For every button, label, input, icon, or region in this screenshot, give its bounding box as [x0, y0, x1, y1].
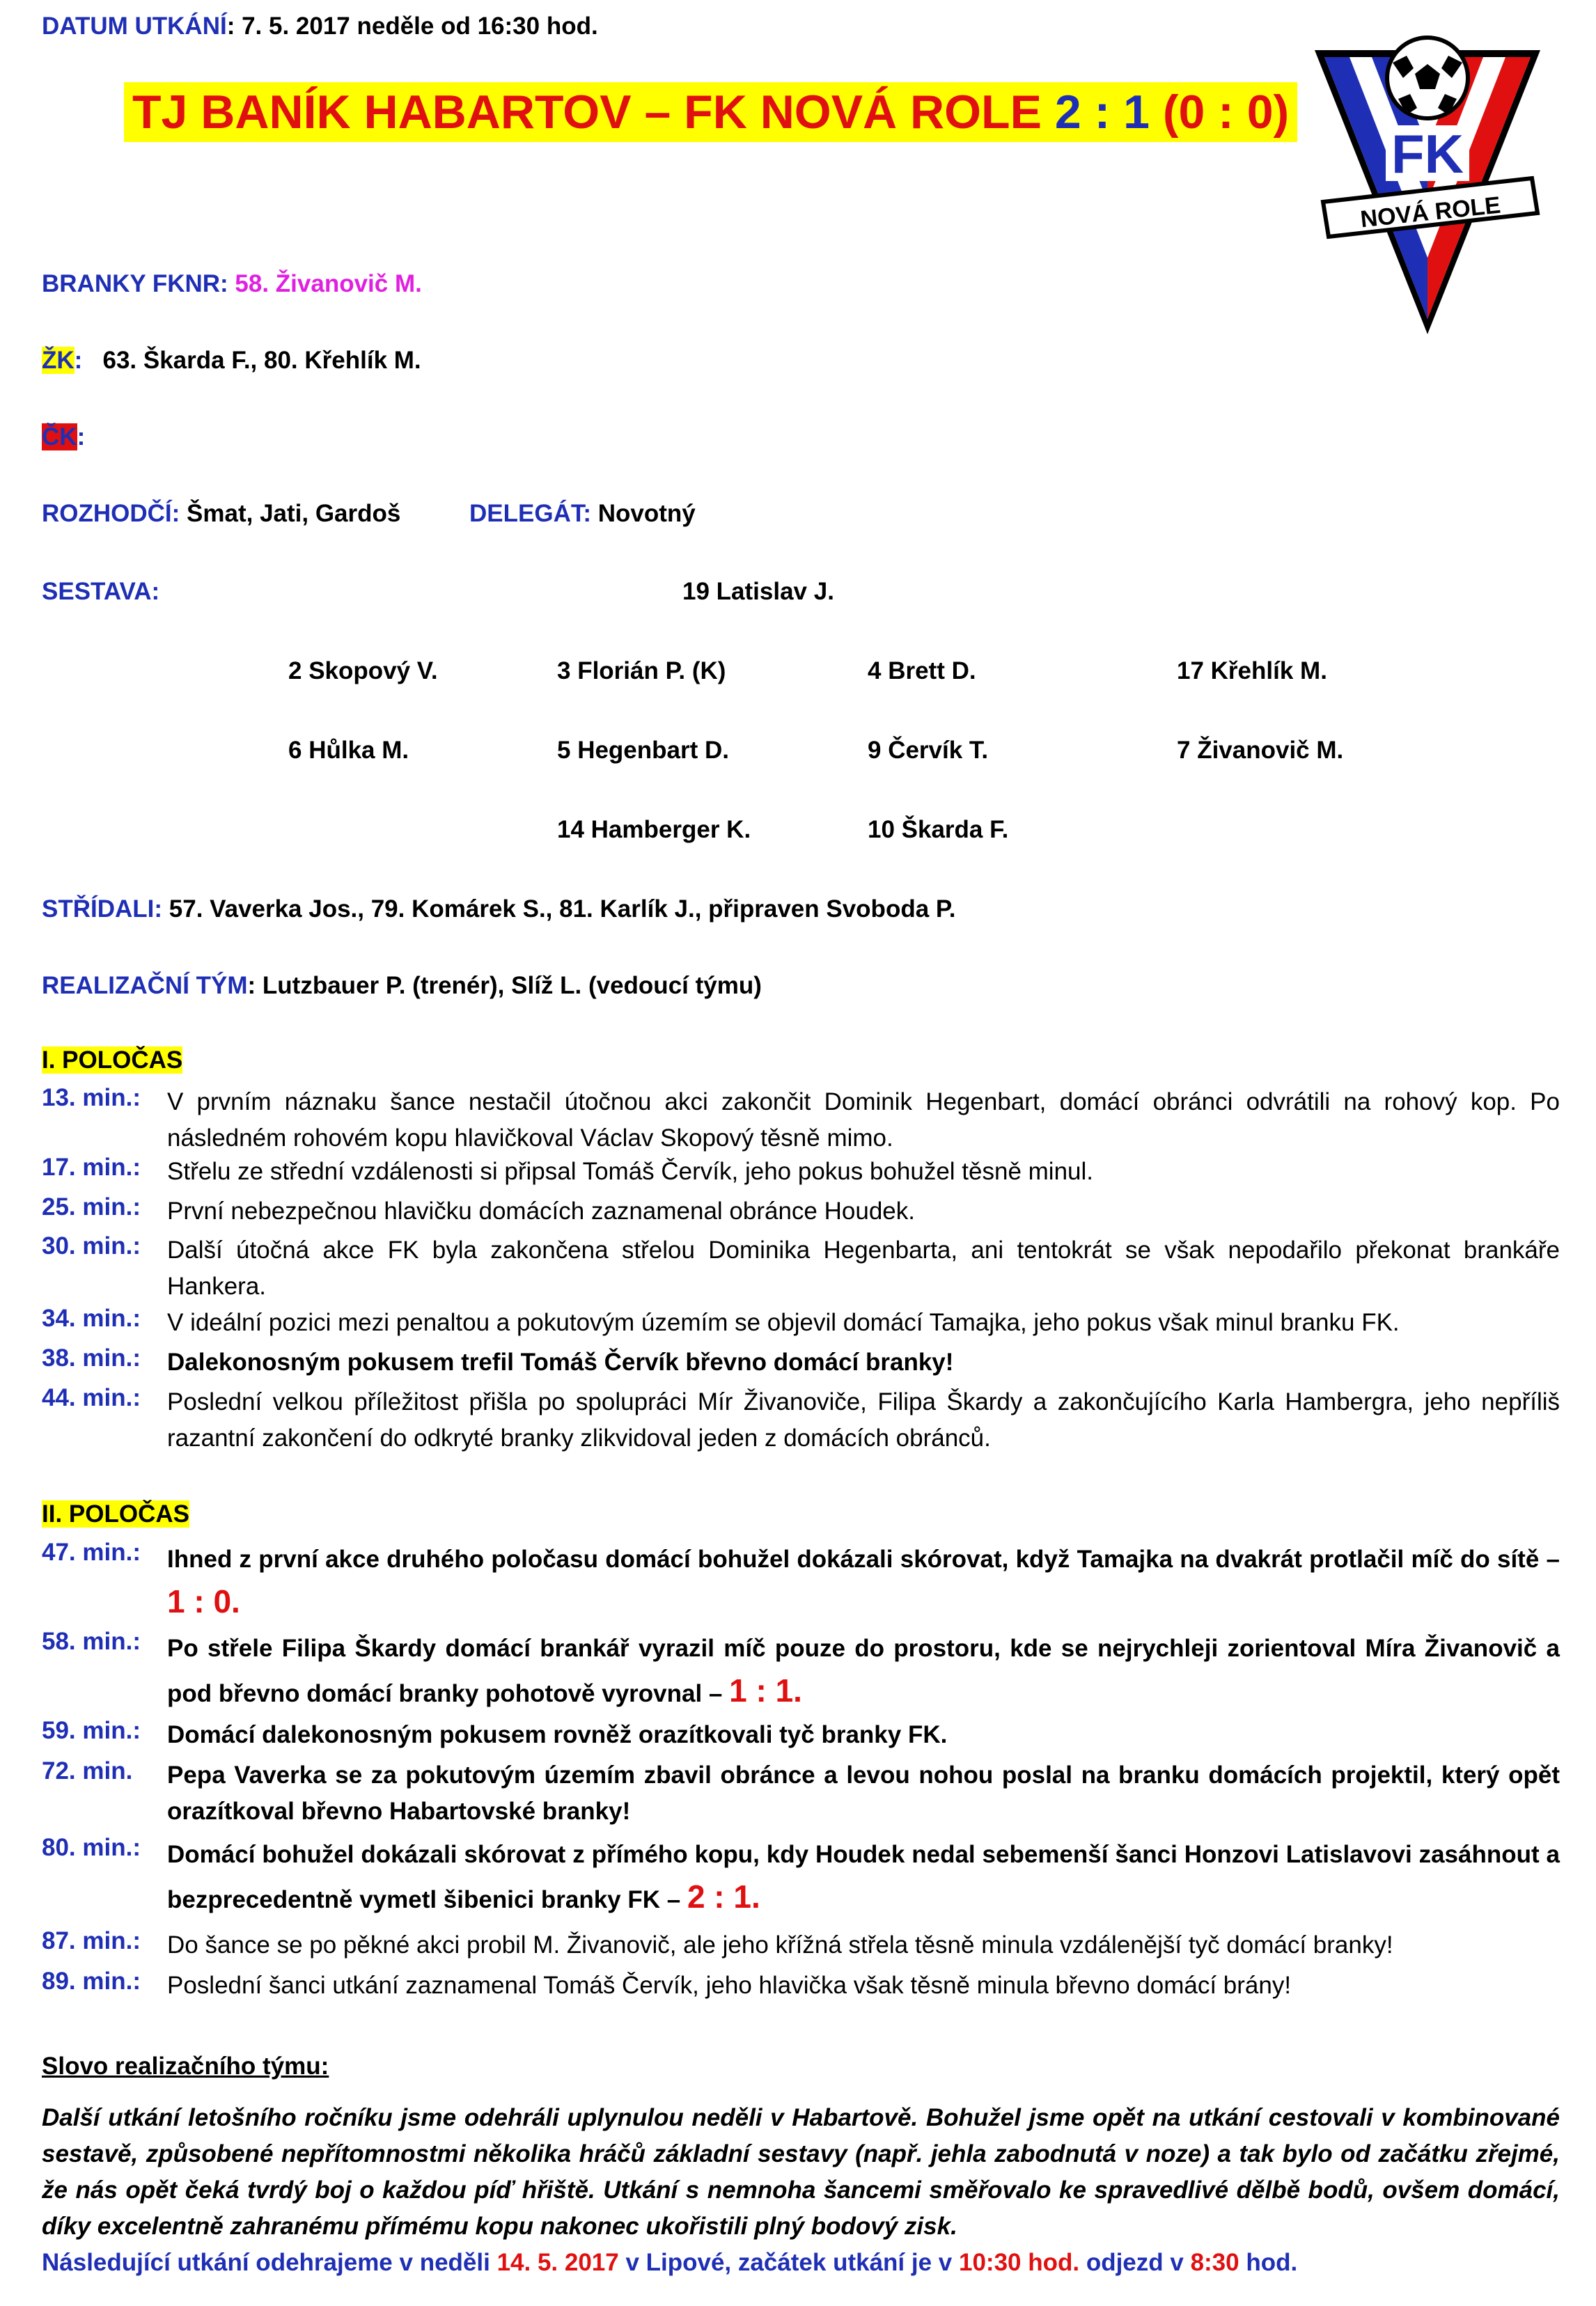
event-minute: 80. min.: — [42, 1834, 141, 1861]
match-title — [124, 82, 1297, 142]
next-match-text: Následující utkání odehrajeme v neděli — [42, 2249, 497, 2276]
next-match-text: v Lipové, začátek utkání je v — [618, 2249, 959, 2276]
event-minute: 47. min.: — [42, 1539, 141, 1566]
substitutes-value: 57. Vaverka Jos., 79. Komárek S., 81. Karlík J., připraven Svoboda P. — [162, 895, 956, 923]
red-card-label: ČK — [42, 423, 77, 450]
lineup-player: 17 Křehlík M. — [1177, 657, 1327, 684]
event-text: V prvním náznaku šance nestačil útočnou akci zakončit Dominik Hegenbart, domácí obránci odvrátili na rohový kop. Po následném rohovém kopu hlavičkoval Václav Skopový těsně mimo. — [167, 1088, 1560, 1152]
substitutes-label: STŘÍDALI: — [42, 895, 163, 923]
event-minute: 25. min.: — [42, 1193, 141, 1221]
event-minute: 72. min. — [42, 1757, 133, 1785]
date-value: : 7. 5. 2017 neděle od 16:30 hod. — [226, 13, 598, 40]
event-text: Do šance se po pěkné akci probil M. Živanovič, ale jeho křížná střela těsně minula vzdálenější tyč domácí branky! — [167, 1931, 1393, 1959]
event-text — [167, 1539, 1560, 1626]
yellow-card-label: ŽK — [42, 347, 75, 374]
next-match-departure: 8:30 — [1190, 2249, 1239, 2276]
event-text: Dalekonosným pokusem trefil Tomáš Červík břevno domácí branky! — [167, 1349, 954, 1376]
lineup-player: 9 Červík T. — [868, 737, 989, 764]
lineup-player: 14 Hamberger K. — [557, 816, 751, 843]
event-text: V ideální pozici mezi penaltou a pokutovým územím se objevil domácí Tamajka, jeho pokus však minul branku FK. — [167, 1309, 1400, 1336]
goals-label: BRANKY FKNR — [42, 270, 221, 297]
event-text: První nebezpečnou hlavičku domácích zaznamenal obránce Houdek. — [167, 1198, 915, 1225]
event-text-body: Ihned z první akce druhého poločasu domácí bohužel dokázali skórovat, když Tamajka na dvakrát protlačil míč do sítě – — [167, 1546, 1560, 1573]
event-text — [167, 1628, 1560, 1715]
event-minute: 17. min.: — [42, 1154, 141, 1181]
lineup-player: 3 Florián P. (K) — [557, 657, 726, 684]
event-minute: 30. min.: — [42, 1232, 141, 1260]
event-text-body: Domácí bohužel dokázali skórovat z přímého kopu, kdy Houdek nedal sebemenší šanci Honzovi Latislavovi zasáhnout a bezprecedentně vymetl šibenici branky FK – — [167, 1841, 1560, 1913]
lineup-player: 10 Škarda F. — [868, 816, 1009, 843]
score-separator: : — [1081, 86, 1124, 139]
date-label: DATUM UTKÁNÍ — [42, 13, 227, 40]
event-score: 1 : 0. — [167, 1583, 240, 1619]
event-text: Poslední šanci utkání zaznamenal Tomáš Červík, jeho hlavička však těsně minula břevno domácí brány! — [167, 1972, 1292, 1999]
next-match-line — [42, 2249, 1297, 2277]
event-score: 2 : 1. — [687, 1878, 760, 1915]
event-minute: 34. min.: — [42, 1305, 141, 1332]
next-match-date: 14. 5. 2017 — [496, 2249, 619, 2276]
half2-title — [42, 1500, 189, 1528]
delegate-label: DELEGÁT: — [469, 500, 591, 527]
referees-label: ROZHODČÍ: — [42, 500, 180, 527]
event-minute: 59. min.: — [42, 1717, 141, 1744]
event-minute: 13. min.: — [42, 1084, 141, 1111]
lineup-player: 5 Hegenbart D. — [557, 737, 729, 764]
staff-value: : Lutzbauer P. (trenér), Slíž L. (vedoucí týmu) — [247, 972, 762, 999]
goals-value: 58. Živanovič M. — [235, 270, 422, 297]
half1-title-text: I. POLOČAS — [42, 1046, 183, 1074]
event-minute: 87. min.: — [42, 1927, 141, 1954]
lineup-player: 7 Živanovič M. — [1177, 737, 1344, 764]
logo-club-name: NOVÁ ROLE — [1359, 191, 1502, 233]
substitutes-line — [42, 895, 955, 923]
score-home: 2 — [1054, 86, 1081, 139]
team-word-body: Další utkání letošního ročníku jsme odehráli uplynulou neděli v Habartově. Bohužel jsme opět na utkání cestovali v kombinované sestavě, způsobené nepřítomnostmi několika hráčů základní sestavy (např. jehla zabodnutá v noze) a tak bylo od začátku zřejmé, že nás opět čeká tvrdý boj o každou píď hřiště. Utkání s nemnoha šancemi směřovalo ke spravedlivé dělbě bodů, ovšem domácí, díky excelentně zahranému přímému kopu nakonec ukořistili plný bodový zisk. — [42, 2104, 1560, 2240]
red-cards-line: ČK: — [42, 423, 86, 450]
lineup-player: 4 Brett D. — [868, 657, 976, 684]
referees-value: Šmat, Jati, Gardoš — [180, 500, 401, 527]
referees-line — [42, 500, 400, 528]
delegate-line — [469, 500, 696, 528]
next-match-time: 10:30 hod. — [958, 2249, 1080, 2276]
lineup-player: 6 Hůlka M. — [288, 737, 409, 764]
goals-line: BRANKY FKNR: 58. Živanovič M. — [42, 270, 422, 297]
yellow-cards-line: ŽK: 63. Škarda F., 80. Křehlík M. — [42, 347, 421, 374]
lineup-player: 2 Skopový V. — [288, 657, 438, 684]
delegate-value: Novotný — [591, 500, 696, 527]
half1-title — [42, 1046, 182, 1074]
event-minute: 38. min.: — [42, 1344, 141, 1372]
halftime-score: (0 : 0) — [1149, 86, 1290, 139]
half2-title-text: II. POLOČAS — [42, 1500, 189, 1528]
event-text: Střelu ze střední vzdálenosti si připsal Tomáš Červík, jeho pokus bohužel těsně minul. — [167, 1158, 1094, 1185]
yellow-card-value: 63. Škarda F., 80. Křehlík M. — [102, 347, 421, 374]
lineup-goalkeeper: 19 Latislav J. — [682, 578, 834, 605]
event-minute: 58. min.: — [42, 1628, 141, 1655]
staff-line — [42, 972, 762, 1000]
event-text — [167, 1834, 1560, 1921]
event-text: Pepa Vaverka se za pokutovým územím zbavil obránce a levou nohou poslal na branku domácích projektil, který opět orazítkoval břevno Habartovské branky! — [167, 1762, 1560, 1825]
lineup-label: SESTAVA: — [42, 578, 160, 605]
event-minute: 89. min.: — [42, 1968, 141, 1995]
event-minute: 44. min.: — [42, 1384, 141, 1411]
logo-letters: FK — [1391, 123, 1464, 185]
score-away: 1 — [1123, 86, 1150, 139]
match-date — [42, 13, 598, 40]
event-row — [42, 1084, 1560, 1156]
club-logo — [1309, 28, 1546, 341]
team-word-title: Slovo realizačního týmu: — [42, 2053, 329, 2080]
event-text: Další útočná akce FK byla zakončena střelou Dominika Hegenbarta, ani tentokrát se však nepodařilo překonat brankáře Hankera. — [167, 1237, 1560, 1300]
next-match-text: hod. — [1239, 2249, 1298, 2276]
event-score: 1 : 1. — [729, 1672, 802, 1709]
staff-label: REALIZAČNÍ TÝM — [42, 972, 248, 999]
event-text: Poslední velkou příležitost přišla po spolupráci Mír Živanoviče, Filipa Škardy a zakončujícího Karla Hambergra, jeho nepříliš razantní zakončení do odkryté branky zlikvidoval jeden z domácích obránců. — [167, 1388, 1560, 1452]
event-text-body: Po střele Filipa Škardy domácí brankář vyrazil míč pouze do prostoru, kde se nejrychleji zorientoval Míra Živanovič a pod břevno domácí branky pohotově vyrovnal – — [167, 1635, 1560, 1707]
title-teams: TJ BANÍK HABARTOV – FK NOVÁ ROLE — [132, 86, 1055, 139]
event-text: Domácí dalekonosným pokusem rovněž orazítkovali tyč branky FK. — [167, 1721, 948, 1748]
next-match-text: odjezd v — [1079, 2249, 1191, 2276]
